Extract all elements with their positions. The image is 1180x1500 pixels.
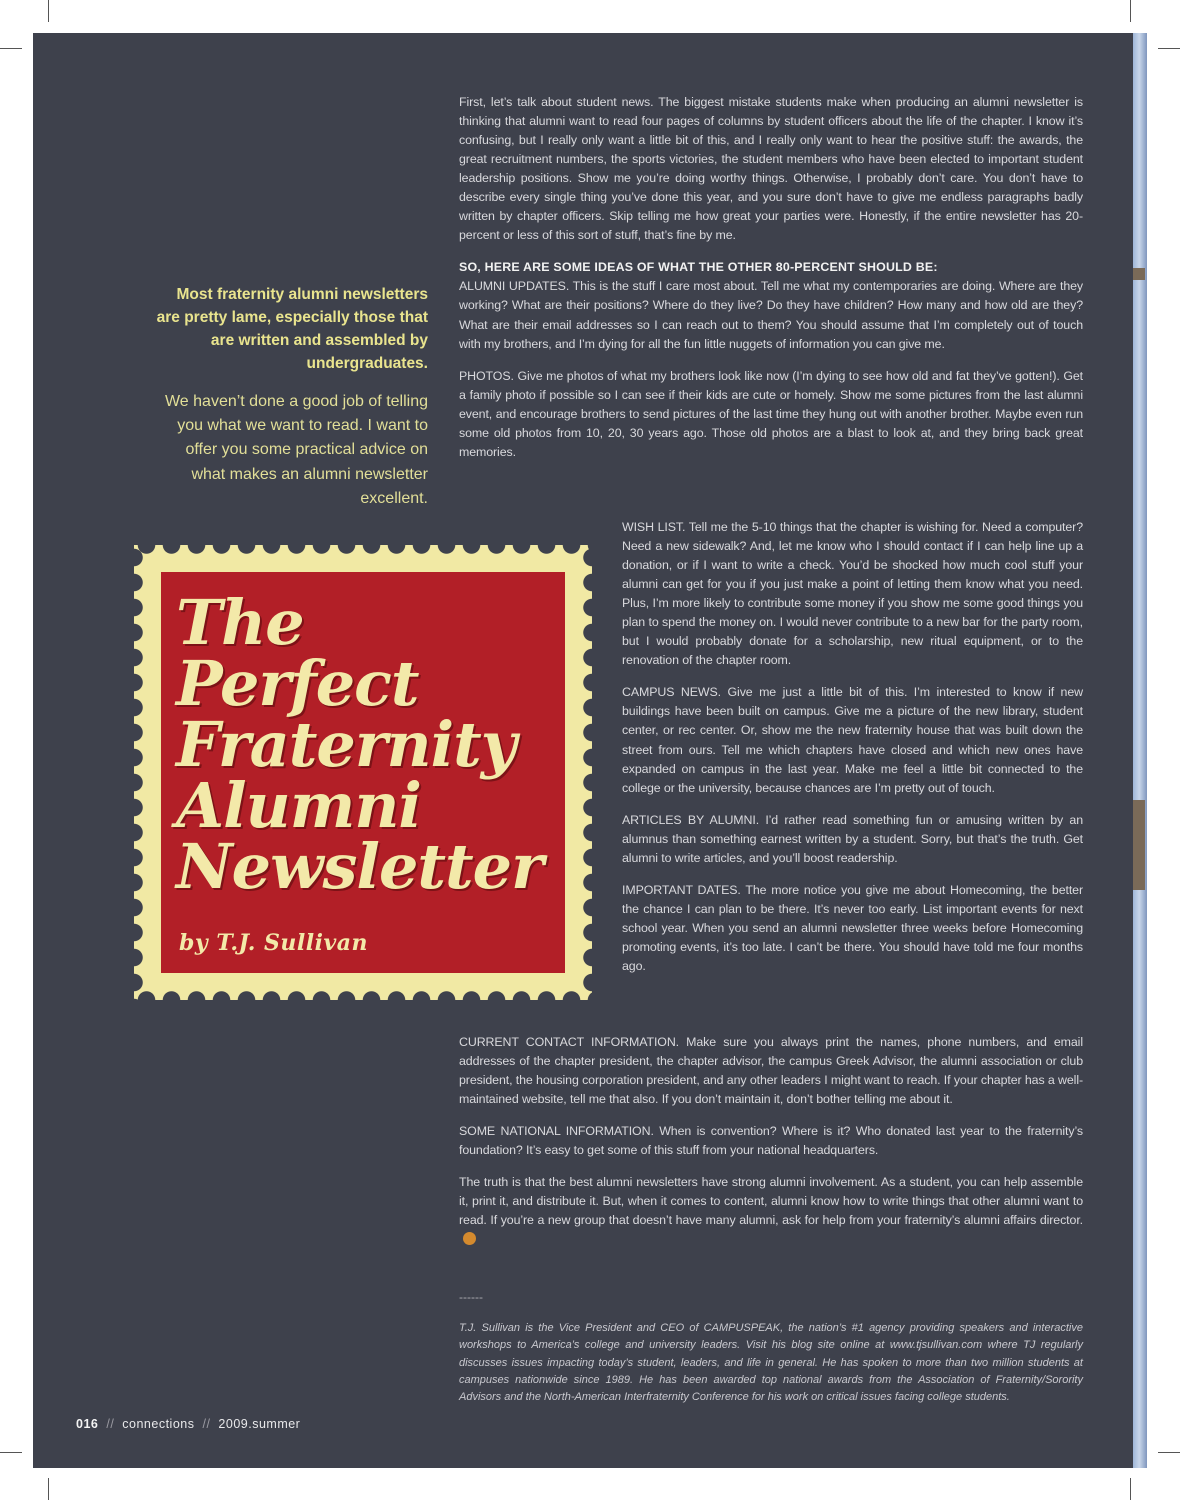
footer-separator: // (106, 1417, 115, 1431)
crop-mark (1158, 48, 1180, 49)
conclusion-text: The truth is that the best alumni newsletters have strong alumni involvement. As a student, you can help assemble it, print it, and distribute it. But, when it comes to content, alumni know how to write things that other alumni want to read. If you’re a new group that doesn’t have many alumni, ask for help from your fraternity’s alumni affairs director. (459, 1175, 1083, 1228)
alumni-updates-paragraph: ALUMNI UPDATES. This is the stuff I care most about. Tell me what my contemporaries are doing. Where are they working? What are their positions? Where do they live? Do they have children? How many and how old are they? What are their email addresses so I can reach out to them? You should assume that I’m completely out of touch with my brothers, and I’m dying for all the fun little nuggets of information you can give me. (459, 279, 1083, 351)
title-line: Newsletter (176, 830, 543, 903)
important-dates-paragraph: IMPORTANT DATES. The more notice you give me about Homecoming, the better the chance I can plan to be there. It’s never too early. List important events for next school year. When you send an alumni newsletter three weeks before Homecoming promoting events, it’s too late. I can’t be there. You should have told me four months ago. (622, 882, 1083, 973)
pull-quote-subtext: We haven’t done a good job of telling you what we want to read. I want to offer you some practical advice on what makes an alumni newsletter excellent. (164, 393, 428, 507)
facing-page-edge (1133, 33, 1147, 1468)
article-column-bottom (459, 1033, 1083, 1262)
crop-mark (1130, 1478, 1131, 1500)
end-of-article-icon (463, 1232, 476, 1245)
crop-mark (48, 1478, 49, 1500)
issue-label: 2009.summer (218, 1417, 301, 1431)
wish-list-paragraph: WISH LIST. Tell me the 5-10 things that the chapter is wishing for. Need a computer? Need a new sidewalk? And, let me know who I should contact if I can help line up a donation, or if I want to write a check. You’d be shocked how much cool stuff your alumni can get for you if you just make a point of letting them know what you need. Plus, I’m more likely to contribute some money if you show me some good things you plan to spend the money on. I would never contribute to a new bar for the party room, but I would probably donate for a scholarship, new ritual equipment, or to the renovation of the chapter room. (622, 520, 1083, 668)
national-info-paragraph: SOME NATIONAL INFORMATION. When is convention? Where is it? Who donated last year to the fraternity’s foundation? It’s easy to get some of this stuff from your national headquarters. (459, 1124, 1083, 1158)
article-column-narrow (622, 518, 1083, 989)
author-bio: T.J. Sullivan is the Vice President and CEO of CAMPUSPEAK, the nation’s #1 agency providing speakers and interactive workshops to America’s college and university leaders. Visit his blog site online at www.tjsullivan.com where TJ regularly discusses issues impacting today’s student, leaders, and life in general. He has spoken to more than two million students at campuses nationwide since 1989. He has been awarded top national awards from the Association of Fraternity/Sorority Advisors and the North-American Interfraternity Conference for his work on critical issues facing college students. (459, 1322, 1083, 1404)
intro-paragraph: First, let’s talk about student news. The biggest mistake students make when producing an alumni newsletter is thinking that alumni want to read four pages of columns by student officers about the life of the chapter. I know it’s confusing, but I really only want a little bit of this, and I really only want to hear the positive stuff: the awards, the great recruitment numbers, the sports victories, the student members who have been elected to important student leadership positions. Show me you’re doing worthy things. Otherwise, I probably don’t care. You don’t have to describe every single thing you’ve done this year, and you sure don’t have to give me endless paragraphs badly written by chapter officers. Skip telling me how great your parties were. Honestly, if the entire newsletter has 20-percent or less of this sort of stuff, that’s fine by me. (459, 95, 1083, 243)
crop-mark (1158, 1452, 1180, 1453)
crop-mark (48, 0, 49, 22)
crop-mark (0, 48, 22, 49)
title-line: Fraternity (176, 708, 516, 781)
title-line: Perfect (176, 647, 419, 720)
section-heading: SO, HERE ARE SOME IDEAS OF WHAT THE OTHER 80-PERCENT SHOULD BE: (459, 260, 938, 275)
photos-paragraph: PHOTOS. Give me photos of what my brothers look like now (I’m dying to see how old and fat they’ve gotten!). Get a family photo if possible so I can see if their kids are cute or homely. Show me some pictures from the last alumni event, and encourage brothers to send pictures of the last time they hung out with another brother. Maybe even run some old photos from 10, 20, 30 years ago. Those old photos are a blast to look at, and they bring back great memories. (459, 368, 1083, 459)
conclusion-paragraph (459, 1173, 1083, 1249)
page-number: 016 (76, 1417, 99, 1431)
facing-page-edge-detail (1133, 268, 1145, 280)
pull-quote: Most fraternity alumni newsletters are pretty lame, especially those that are written and assembled by undergraduates. (156, 286, 428, 372)
page-footer (76, 1417, 300, 1431)
article-title (176, 586, 556, 903)
contact-info-paragraph: CURRENT CONTACT INFORMATION. Make sure you always print the names, phone numbers, and email addresses of the chapter president, the chapter advisor, the campus Greek Advisor, the alumni association or club president, the housing corporation president, and any other leaders I might want to reach. If your chapter has a well-maintained website, tell me that also. If you don’t maintain it, don’t bother telling me about it. (459, 1035, 1083, 1107)
postage-stamp-graphic (134, 545, 592, 1000)
articles-by-alumni-paragraph: ARTICLES BY ALUMNI. I’d rather read something fun or amusing written by an alumnus than something earnest written by a student. Sorry, but that’s the truth. Get alumni to write articles, and you’ll boost readership. (622, 812, 1083, 865)
facing-page-edge-detail (1133, 800, 1145, 890)
crop-mark (0, 1452, 22, 1453)
footer-separator: // (202, 1417, 211, 1431)
stamp-red-panel (161, 572, 565, 973)
title-line: Alumni (176, 769, 421, 842)
article-column-main (459, 93, 1083, 475)
campus-news-paragraph: CAMPUS NEWS. Give me just a little bit of this. I’m interested to know if new buildings have been built on campus. Give me a picture of the new library, student center, or rec center. Or, show me the new fraternity house that was built down the street from ours. Tell me which chapters have closed and which new ones have expanded on campus in the last year. Make me feel a little bit connected to the college or the university, because chances are I’m pretty out of touch. (622, 685, 1083, 795)
crop-mark (1130, 0, 1131, 22)
author-byline: by T.J. Sullivan (179, 930, 369, 956)
magazine-name: connections (122, 1417, 195, 1431)
title-line: The (176, 586, 304, 659)
bio-separator: ------ (459, 1290, 483, 1304)
